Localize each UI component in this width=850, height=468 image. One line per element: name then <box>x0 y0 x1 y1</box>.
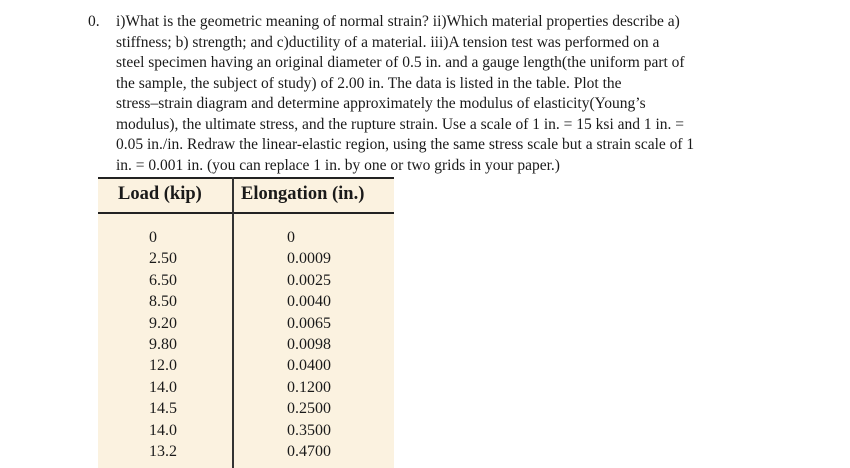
load-cell: 14.0 <box>149 378 177 396</box>
table-column-divider <box>232 177 234 468</box>
load-cell: 14.0 <box>149 421 177 439</box>
elongation-cell: 0.3500 <box>287 421 331 439</box>
problem-line: in. = 0.001 in. (you can replace 1 in. by one or two grids in your paper.) <box>116 156 560 174</box>
load-cell: 12.0 <box>149 357 177 375</box>
table-header-rule <box>98 212 394 214</box>
elongation-cell: 0.0025 <box>287 271 331 289</box>
column-header-elongation: Elongation (in.) <box>241 184 365 204</box>
data-table <box>98 177 394 468</box>
problem-line: 0.05 in./in. Redraw the linear-elastic region, using the same stress scale but a strain scale of 1 <box>116 136 695 153</box>
load-cell: 8.50 <box>149 293 177 311</box>
problem-line: i)What is the geometric meaning of normal strain? ii)Which material properties describe a) <box>116 13 680 30</box>
load-cell: 9.80 <box>149 335 177 353</box>
load-cell: 9.20 <box>149 314 177 332</box>
column-header-load: Load (kip) <box>118 184 202 204</box>
problem-number: 0. <box>88 13 100 30</box>
problem-line: the sample, the subject of study) of 2.00 in. The data is listed in the table. Plot the <box>116 74 622 92</box>
problem-line: modulus), the ultimate stress, and the rupture strain. Use a scale of 1 in. = 15 ksi and 1 in. = <box>116 115 685 133</box>
elongation-cell: 0.2500 <box>287 400 331 418</box>
load-cell: 2.50 <box>149 250 177 268</box>
load-cell: 6.50 <box>149 271 177 289</box>
elongation-cell: 0.0065 <box>287 314 331 332</box>
elongation-cell: 0.0400 <box>287 357 331 375</box>
table-top-rule <box>98 177 394 179</box>
problem-text <box>116 12 748 176</box>
problem-line: steel specimen having an original diameter of 0.5 in. and a gauge length(the uniform part of <box>116 54 685 71</box>
problem-line: stress–strain diagram and determine approximately the modulus of elasticity(Young’s <box>116 95 646 112</box>
load-cell: 14.5 <box>149 400 177 418</box>
load-cell: 13.2 <box>149 442 177 460</box>
elongation-cell: 0 <box>287 229 295 246</box>
elongation-cell: 0.1200 <box>287 378 331 396</box>
elongation-cell: 0.0009 <box>287 250 331 268</box>
problem-line: stiffness; b) strength; and c)ductility of a material. iii)A tension test was performed on a <box>116 33 660 51</box>
elongation-cell: 0.4700 <box>287 442 331 460</box>
problem-statement <box>88 12 748 176</box>
elongation-cell: 0.0040 <box>287 293 331 311</box>
elongation-column <box>287 227 331 462</box>
load-cell: 0 <box>149 229 157 246</box>
load-column <box>149 227 177 462</box>
elongation-cell: 0.0098 <box>287 335 331 353</box>
